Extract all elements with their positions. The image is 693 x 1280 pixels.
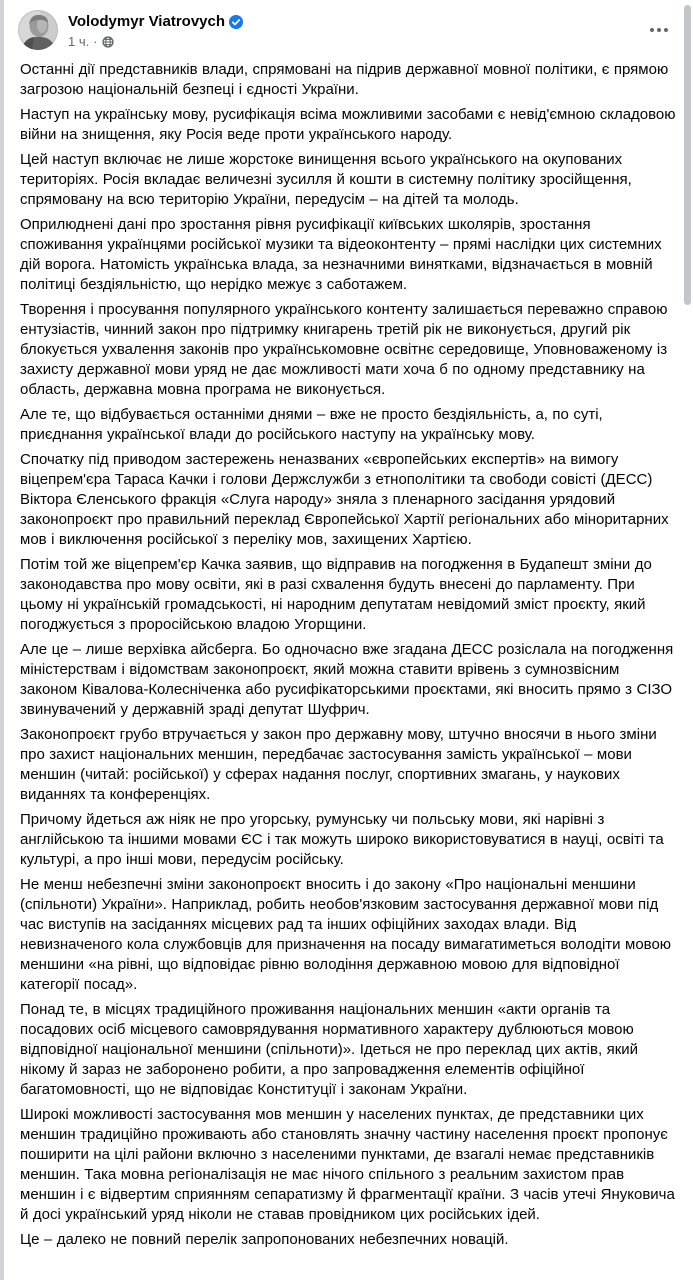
post-paragraph: Потім той же віцепрем'єр Качка заявив, що відправив на погодження в Будапешт зміни до законодавства про мову освіти, які в разі схвалення будуть внесені до парламенту. При цьому ні українській громадськості, ні народним депутатам невідомий зміст проєкту, який погоджується з проросійською владою Угорщини. <box>20 556 652 633</box>
profile-photo-icon <box>18 10 58 50</box>
post-paragraph: Законопроєкт грубо втручається у закон про державну мову, штучно вносячи в нього зміни про захист національних меншин, передбачає застосування замість української – мови меншин (читай: російської) у сферах надання послуг, спортивних змагань, у наукових виданнях та конференціях. <box>20 726 657 803</box>
author-name-row <box>68 13 243 31</box>
meta-separator: · <box>93 34 98 49</box>
post-paragraph: Цей наступ включає не лише жорстоке винищення всього українського на окупованих територіях. Росія вкладає величезні зусилля й кошти в системну політику зросійщення, спрямовану на всю територію України, передусім – на дітей та молодь. <box>20 151 632 208</box>
post-paragraph: Не менш небезпечні зміни законопроєкт вносить і до закону «Про національні меншини (спільноти) України». Наприклад, робить необов'язковим застосування державної мови під час виступів на засіданнях місцевих рад та інших офіційних заходах влади. Від невизначеного кола службовців для призначення на посаду вимагатиметься володіти мовою меншини «на рівні, що відповідає рівню володіння державною мовою для відповідної категорії посад». <box>20 876 672 993</box>
post-meta <box>68 34 243 50</box>
facebook-post <box>4 0 693 1280</box>
post-paragraph: Спочатку під приводом застережень неназваних «європейських експертів» на вимогу віцепрем'єра Тараса Качки і голови Держслужби з етнополітики та свободи совісті (ДЕСС) Віктора Єленського фракція «Слуга народу» зняла з пленарного засідання урядовий законопроєкт про правильний переклад Європейської Хартії регіональних або міноритарних мов і виключення російської з переліку мов, захищених Хартією. <box>20 451 669 548</box>
post-header <box>18 0 677 50</box>
globe-privacy-icon <box>102 36 114 48</box>
post-text <box>18 60 677 1250</box>
post-paragraph: Причому йдеться аж ніяк не про угорську, румунську чи польську мови, які нарівні з англійською та іншими мовами ЄС і так можуть широко використовуватися в науці, освіті та культурі, а про інші мови, передусім російську. <box>20 811 664 868</box>
post-paragraph: Це – далеко не повний перелік запропонованих небезпечних новацій. <box>20 1231 509 1248</box>
post-header-text <box>68 10 243 50</box>
post-paragraph: Широкі можливості застосування мов меншин у населених пунктах, де представники цих меншин традиційно проживають або становлять значну частину населення проєкт пропонує поширити на цілі райони включно з населеними пунктами, де взагалі немає представників меншин. Така мовна регіоналізація не має нічого спільного з реальним захистом прав меншин і є відвертим сприянням сепаратизму й фрагментації країни. З часів утечі Януковича й досі український уряд ніколи не ставав провідником цих російських ідей. <box>20 1106 675 1223</box>
ellipsis-icon <box>649 27 669 33</box>
post-paragraph: Але те, що відбувається останніми днями – вже не просто бездіяльність, а, по суті, приєднання української влади до російського наступу на українську мову. <box>20 406 603 443</box>
more-options-button[interactable] <box>643 18 675 42</box>
scrollbar-thumb[interactable] <box>684 5 691 305</box>
post-paragraph: Оприлюднені дані про зростання рівня русифікації київських школярів, зростання споживання українцями російської музики та відеоконтенту – прямі наслідки цих системних дій ворога. Натомість українська влада, за незначними винятками, відзначається в мовній політиці бездіяльністю, що нерідко межує з саботажем. <box>20 216 662 293</box>
author-avatar[interactable] <box>18 10 58 50</box>
post-paragraph: Творення і просування популярного українського контенту залишається переважно справою ентузіастів, чинний закон про підтримку книгарень третій рік не виконується, другий рік блокується ухвалення законів про українськомовне освітнє середовище, Уповноваженому із захисту державної мови уряд не дає можливості мати хоча б по одному представнику на область, державна мовна програма не виконується. <box>20 301 668 398</box>
post-paragraph: Наступ на українську мову, русифікація всіма можливими засобами є невід'ємною складовою війни на знищення, яку Росія веде проти українського народу. <box>20 106 676 143</box>
author-name-link[interactable]: Volodymyr Viatrovych <box>68 13 226 30</box>
verified-badge-icon <box>229 15 243 29</box>
post-paragraph: Але це – лише верхівка айсберга. Бо одночасно вже згадана ДЕСС розіслала на погодження міністерствам і відомствам законопроєкт, який можна ставити врівень з сумнозвісним законом Ківалова-Колесніченка або русифікаторськими проєктами, які вносить прямо з СІЗО звинувачений у державній зраді депутат Шуфрич. <box>20 641 674 718</box>
post-paragraph: Останні дії представників влади, спрямовані на підрив державної мовної політики, є прямою загрозою національній безпеці і єдності України. <box>20 61 669 98</box>
post-timestamp[interactable]: 1 ч. <box>68 34 90 49</box>
post-paragraph: Понад те, в місцях традиційного проживання національних меншин «акти органів та посадових осіб місцевого самоврядування нормативного характеру дублюються мовою відповідної національної меншини (спільноти)». Ідеться не про переклад цих актів, який нікому й зараз не заборонено робити, а про запровадження елементів офіційної багатомовності, що не відповідає Конституції і законам України. <box>20 1001 639 1098</box>
